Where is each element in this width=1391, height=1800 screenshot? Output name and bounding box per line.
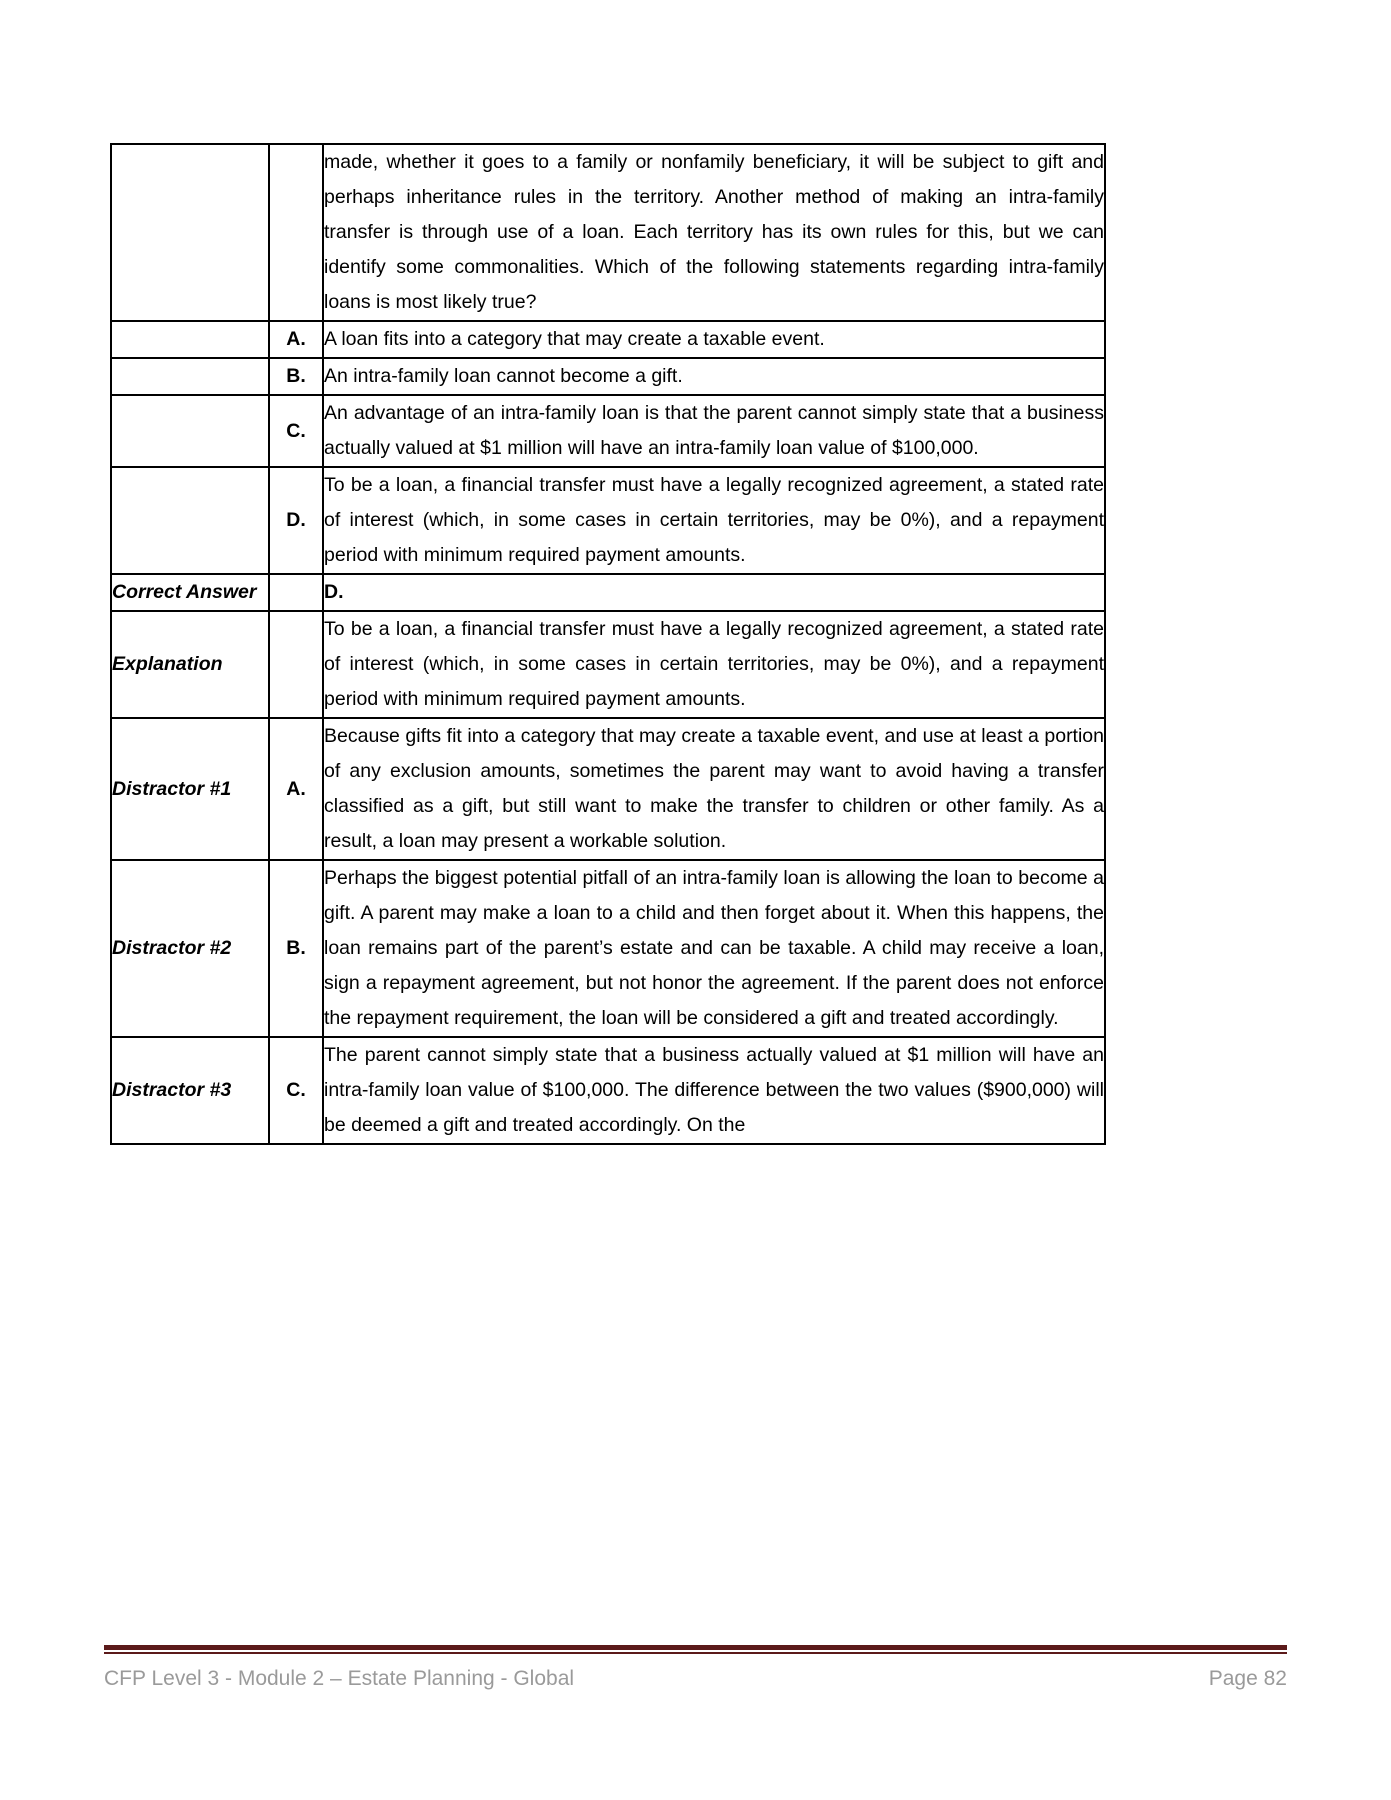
footer-page-number: Page 82 (1208, 1667, 1287, 1690)
table-row (111, 718, 1105, 860)
row-label-cell (111, 321, 269, 358)
table-row (111, 358, 1105, 395)
distractor-1-label: Distractor #1 (111, 718, 269, 860)
distractor-3-label: Distractor #3 (111, 1037, 269, 1144)
distractor-2-label: Distractor #2 (111, 860, 269, 1037)
option-text-d: To be a loan, a financial transfer must have a legally recognized agreement, a stated rate of interest (which, in some cases in certain territories, may be 0%), and a repayment period with minimum required payment amounts. (323, 467, 1105, 574)
row-label-cell (111, 144, 269, 321)
footer-course-title: CFP Level 3 - Module 2 – Estate Planning - Global (104, 1667, 575, 1690)
correct-answer-label: Correct Answer (111, 574, 269, 611)
explanation-label: Explanation (111, 611, 269, 718)
table-row (111, 144, 1105, 321)
table-row (111, 611, 1105, 718)
option-text-a: A loan fits into a category that may create a taxable event. (323, 321, 1105, 358)
option-text-c: An advantage of an intra-family loan is that the parent cannot simply state that a business actually valued at $1 million will have an intra-family loan value of $100,000. (323, 395, 1105, 467)
table-row (111, 1037, 1105, 1144)
row-letter-cell (269, 144, 323, 321)
page-footer (104, 1645, 1287, 1691)
row-label-cell (111, 358, 269, 395)
row-label-cell (111, 467, 269, 574)
table-row (111, 860, 1105, 1037)
distractor-1-letter: A. (269, 718, 323, 860)
table-row (111, 574, 1105, 611)
option-text-b: An intra-family loan cannot become a gift. (323, 358, 1105, 395)
distractor-1-text: Because gifts fit into a category that may create a taxable event, and use at least a portion of any exclusion amounts, sometimes the parent may want to avoid having a transfer classified as a gift, but still want to make the transfer to children or other family. As a result, a loan may present a workable solution. (323, 718, 1105, 860)
option-letter-a: A. (269, 321, 323, 358)
option-letter-c: C. (269, 395, 323, 467)
option-letter-d: D. (269, 467, 323, 574)
distractor-2-text: Perhaps the biggest potential pitfall of an intra-family loan is allowing the loan to become a gift. A parent may make a loan to a child and then forget about it. When this happens, the loan remains part of the parent’s estate and can be taxable. A child may receive a loan, sign a repayment agreement, but not honor the agreement. If the parent does not enforce the repayment requirement, the loan will be considered a gift and treated accordingly. (323, 860, 1105, 1037)
question-stem-text: made, whether it goes to a family or nonfamily beneficiary, it will be subject to gift and perhaps inheritance rules in the territory. Another method of making an intra-family transfer is through use of a loan. Each territory has its own rules for this, but we can identify some commonalities. Which of the following statements regarding intra-family loans is most likely true? (323, 144, 1105, 321)
distractor-3-text: The parent cannot simply state that a business actually valued at $1 million will have an intra-family loan value of $100,000. The difference between the two values ($900,000) will be deemed a gift and treated accordingly. On the (323, 1037, 1105, 1144)
row-label-cell (111, 395, 269, 467)
row-letter-cell (269, 611, 323, 718)
footer-content (104, 1667, 1287, 1691)
row-letter-cell (269, 574, 323, 611)
footer-rule-thin (104, 1652, 1287, 1654)
question-table (110, 143, 1106, 1145)
distractor-3-letter: C. (269, 1037, 323, 1144)
option-letter-b: B. (269, 358, 323, 395)
table-row (111, 467, 1105, 574)
distractor-2-letter: B. (269, 860, 323, 1037)
table-row (111, 395, 1105, 467)
table-row (111, 321, 1105, 358)
correct-answer-value: D. (323, 574, 1105, 611)
explanation-text: To be a loan, a financial transfer must have a legally recognized agreement, a stated rate of interest (which, in some cases in certain territories, may be 0%), and a repayment period with minimum required payment amounts. (323, 611, 1105, 718)
